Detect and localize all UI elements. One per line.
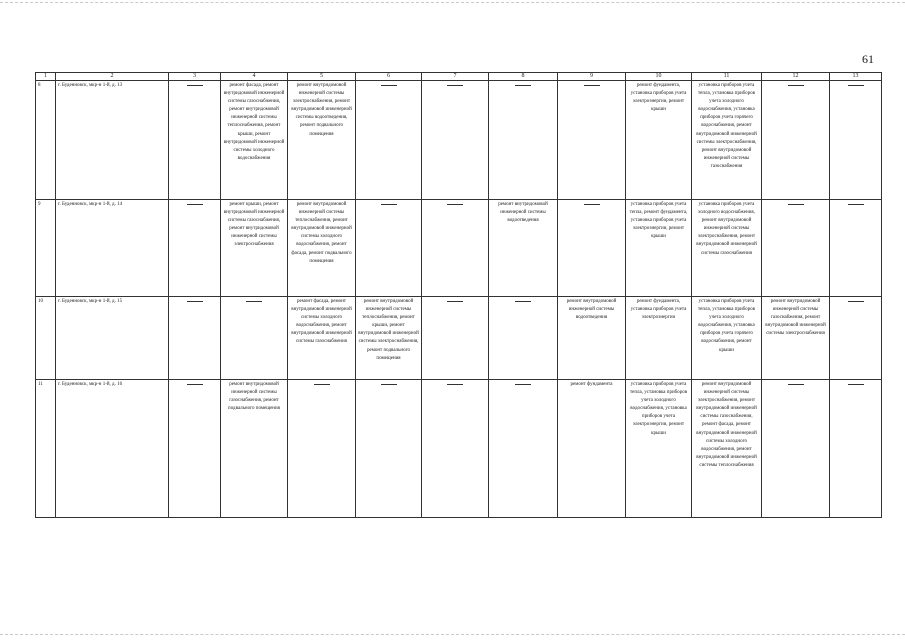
empty-dash bbox=[447, 85, 463, 86]
empty-dash bbox=[246, 301, 262, 302]
empty-dash bbox=[584, 85, 600, 86]
col-header: 10 bbox=[626, 73, 692, 81]
work-cell-c6 bbox=[356, 380, 422, 518]
row-number: 11 bbox=[36, 380, 56, 518]
page-number: 61 bbox=[862, 52, 874, 66]
col-header: 11 bbox=[692, 73, 762, 81]
col-header: 4 bbox=[221, 73, 288, 81]
empty-dash bbox=[788, 85, 804, 86]
empty-dash bbox=[187, 301, 203, 302]
empty-dash bbox=[187, 85, 203, 86]
empty-dash bbox=[848, 204, 864, 205]
col-header: 8 bbox=[489, 73, 558, 81]
col-header: 13 bbox=[830, 73, 882, 81]
work-cell-c7 bbox=[422, 297, 489, 380]
empty-dash bbox=[788, 204, 804, 205]
work-cell-c8 bbox=[489, 297, 558, 380]
col-header: 6 bbox=[356, 73, 422, 81]
work-cell-c10: установка приборов учета тепла, установка приборов учета холодного водоснабжения, установка приборов учета электроэнергии, ремонт крыши bbox=[626, 380, 692, 518]
work-cell-c4 bbox=[221, 297, 288, 380]
work-cell-c11: установка приборов учета тепла, установка приборов учета холодного водоснабжения, установка приборов учета горячего водоснабжения, ремонт крыши bbox=[692, 297, 762, 380]
address-cell: г. Буденновск, мкр-н 1-й, д. 13 bbox=[56, 81, 169, 200]
empty-dash bbox=[314, 384, 330, 385]
work-cell-c6 bbox=[356, 200, 422, 297]
empty-dash bbox=[515, 384, 531, 385]
col-header: 9 bbox=[558, 73, 626, 81]
empty-dash bbox=[381, 384, 397, 385]
empty-dash bbox=[447, 301, 463, 302]
work-cell-c4: ремонт крыши, ремонт внутридомовой инженерной системы газоснабжения, ремонт внутридомовой инженерной системы электроснабжения bbox=[221, 200, 288, 297]
empty-dash bbox=[447, 384, 463, 385]
work-cell-c13 bbox=[830, 200, 882, 297]
work-cell-c11: установка приборов учета холодного водоснабжения, ремонт внутридомовой инженерной системы электроснабжения, ремонт внутридомовой инженерной системы газоснабжения bbox=[692, 200, 762, 297]
empty-dash bbox=[515, 85, 531, 86]
row-number: 10 bbox=[36, 297, 56, 380]
empty-dash bbox=[381, 85, 397, 86]
work-cell-c13 bbox=[830, 297, 882, 380]
work-cell-c3 bbox=[169, 380, 221, 518]
header-row bbox=[36, 73, 882, 81]
work-cell-c9 bbox=[558, 81, 626, 200]
work-cell-c12 bbox=[762, 81, 830, 200]
work-cell-c9 bbox=[558, 200, 626, 297]
table-row bbox=[36, 380, 882, 518]
work-cell-c7 bbox=[422, 200, 489, 297]
work-cell-c6 bbox=[356, 81, 422, 200]
work-cell-c11: установка приборов учета тепла, установка приборов учета холодного водоснабжения, установка приборов учета горячего водоснабжения, ремонт внутридомовой инженерной системы электроснабжения, ремонт внутридомовой инженерной системы газоснабжения bbox=[692, 81, 762, 200]
work-cell-c3 bbox=[169, 297, 221, 380]
empty-dash bbox=[584, 204, 600, 205]
work-cell-c5: ремонт внутридомовой инженерной системы электроснабжения, ремонт внутридомовой инженерной системы водоотведения, ремонт подвального помещения bbox=[288, 81, 356, 200]
work-cell-c13 bbox=[830, 81, 882, 200]
work-cell-c5: ремонт внутридомовой инженерной системы теплоснабжения, ремонт внутридомовой инженерной системы холодного водоснабжения, ремонт фасада, ремонт подвального помещения bbox=[288, 200, 356, 297]
empty-dash bbox=[515, 301, 531, 302]
col-header: 1 bbox=[36, 73, 56, 81]
col-header: 2 bbox=[56, 73, 169, 81]
col-header: 3 bbox=[169, 73, 221, 81]
work-cell-c3 bbox=[169, 81, 221, 200]
table-row bbox=[36, 200, 882, 297]
work-cell-c8 bbox=[489, 81, 558, 200]
work-cell-c5 bbox=[288, 380, 356, 518]
work-cell-c9: ремонт внутридомовой инженерной системы водоотведения bbox=[558, 297, 626, 380]
work-cell-c4: ремонт внутридомовой инженерной системы газоснабжения, ремонт подвального помещения bbox=[221, 380, 288, 518]
address-cell: г. Буденновск, мкр-н 1-й, д. 16 bbox=[56, 380, 169, 518]
col-header: 5 bbox=[288, 73, 356, 81]
empty-dash bbox=[447, 204, 463, 205]
row-number: 9 bbox=[36, 200, 56, 297]
work-cell-c12 bbox=[762, 380, 830, 518]
schedule-table bbox=[35, 72, 882, 518]
work-cell-c7 bbox=[422, 81, 489, 200]
work-cell-c6: ремонт внутридомовой инженерной системы теплоснабжения, ремонт крыши, ремонт внутридомовой инженерной системы электроснабжения, ремонт подвального помещения bbox=[356, 297, 422, 380]
row-number: 8 bbox=[36, 81, 56, 200]
address-cell: г. Буденновск, мкр-н 1-й, д. 14 bbox=[56, 200, 169, 297]
work-cell-c4: ремонт фасада, ремонт внутридомовой инженерной системы газоснабжения, ремонт внутридомовой инженерной системы теплоснабжения, ремонт крыши, ремонт внутридомовой инженерной системы холодного водоснабжения bbox=[221, 81, 288, 200]
empty-dash bbox=[187, 384, 203, 385]
work-cell-c5: ремонт фасада, ремонт внутридомовой инженерной системы холодного водоснабжения, ремонт внутридомовой инженерной системы газоснабжения bbox=[288, 297, 356, 380]
col-header: 7 bbox=[422, 73, 489, 81]
work-cell-c9: ремонт фундамента bbox=[558, 380, 626, 518]
empty-dash bbox=[788, 384, 804, 385]
work-cell-c7 bbox=[422, 380, 489, 518]
empty-dash bbox=[848, 384, 864, 385]
empty-dash bbox=[187, 204, 203, 205]
work-cell-c10: установка приборов учета тепла, ремонт фундамента, установка приборов учета электроэнергии, ремонт крыши bbox=[626, 200, 692, 297]
work-cell-c3 bbox=[169, 200, 221, 297]
address-cell: г. Буденновск, мкр-н 1-й, д. 15 bbox=[56, 297, 169, 380]
col-header: 12 bbox=[762, 73, 830, 81]
work-cell-c11: ремонт внутридомовой инженерной системы электроснабжения, ремонт внутридомовой инженерной системы газоснабжения, ремонт фасада, ремонт внутридомовой инженерной системы холодного водоснабжения, ремонт внутридомовой инженерной системы теплоснабжения bbox=[692, 380, 762, 518]
work-cell-c8: ремонт внутридомовой инженерной системы водоотведения bbox=[489, 200, 558, 297]
work-cell-c13 bbox=[830, 380, 882, 518]
work-cell-c12: ремонт внутридомовой инженерной системы газоснабжения, ремонт внутридомовой инженерной системы электроснабжения bbox=[762, 297, 830, 380]
work-cell-c10: ремонт фундамента, установка приборов учета электроэнергии bbox=[626, 297, 692, 380]
empty-dash bbox=[848, 301, 864, 302]
empty-dash bbox=[381, 204, 397, 205]
table-row bbox=[36, 297, 882, 380]
work-cell-c12 bbox=[762, 200, 830, 297]
work-cell-c10: ремонт фундамента, установка приборов учета электроэнергии, ремонт крыши bbox=[626, 81, 692, 200]
work-cell-c8 bbox=[489, 380, 558, 518]
empty-dash bbox=[848, 85, 864, 86]
table-row bbox=[36, 81, 882, 200]
